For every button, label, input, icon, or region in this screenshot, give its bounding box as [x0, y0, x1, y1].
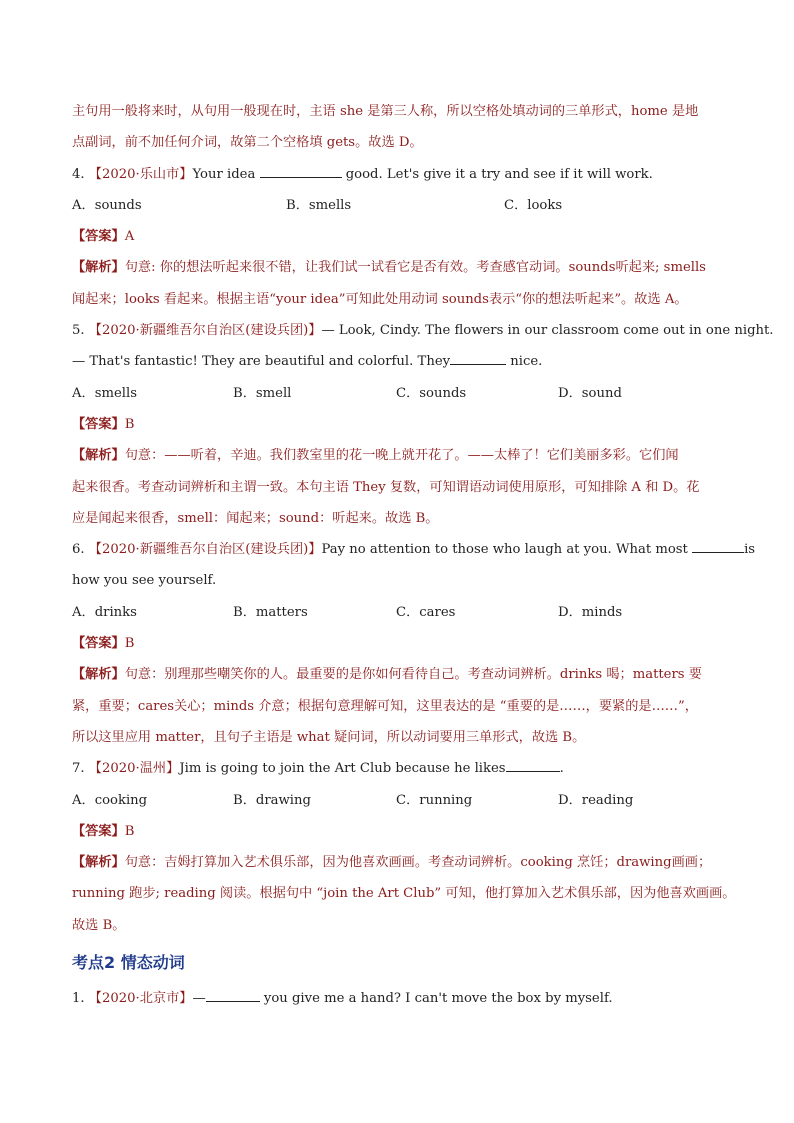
question-7-options [72, 785, 722, 816]
question-5-options [72, 378, 722, 409]
answer-blank [260, 165, 342, 178]
question-5-stem-2 [72, 346, 722, 377]
option-d: D．sound [558, 385, 622, 401]
question-number: 4. [72, 166, 85, 182]
option-c: C．running [396, 792, 473, 808]
question-4-stem [72, 159, 722, 190]
option-b: B．smells [286, 197, 352, 213]
stem-text: — Look, Cindy. The flowers in our classroom come out in one night. [321, 323, 774, 339]
answer-value: A [124, 229, 135, 245]
answer-blank [206, 989, 260, 1002]
question-6-stem-2: how you see yourself. [72, 573, 217, 589]
question-6-stem [72, 534, 756, 565]
question-number: 5. [72, 323, 85, 339]
document-page [72, 96, 774, 1014]
option-c: C．cares [396, 604, 456, 620]
option-b: B．smell [233, 385, 292, 401]
option-d: D．reading [558, 792, 634, 808]
intro-line-1: 主句用一般将来时，从句用一般现在时，主语 she 是第三人称，所以空格处填动词的三单形式，home 是地 [72, 104, 699, 119]
analysis-label: 【解析】 [72, 667, 125, 683]
stem-text: you give me a hand? I can't move the box by myself. [263, 991, 613, 1007]
question-6-analysis-2: 紧，重要；cares关心；minds 介意；根据句意理解可知，这里表达的是 “重要的是……，要紧的是……”， [72, 698, 698, 714]
option-a: A．cooking [72, 792, 148, 808]
question-7-analysis-1 [72, 847, 722, 878]
option-a: A．drinks [72, 604, 137, 620]
section-2-question-1-stem [72, 983, 722, 1014]
question-7-analysis-2: running 跑步; reading 阅读。根据句中 “join the Art Club” 可知，他打算加入艺术俱乐部，因为他喜欢画画。 [72, 886, 736, 902]
answer-value: B [124, 416, 135, 432]
analysis-text: 句意：别理那些嘲笑你的人。最重要的是你如何看待自己。考查动词辨析。drinks 喝；matters 要 [124, 667, 702, 683]
question-source: 【2020·新疆维吾尔自治区(建设兵团)】 [88, 323, 322, 339]
analysis-text: 句意：吉姆打算加入艺术俱乐部，因为他喜欢画画。考查动词辨析。cooking 烹饪；drawing画画； [124, 855, 712, 871]
answer-label: 【答案】 [72, 823, 125, 839]
answer-blank [692, 540, 744, 553]
question-number: 1. [72, 991, 85, 1007]
question-5-analysis-1 [72, 440, 722, 471]
question-6-options [72, 597, 722, 628]
question-6-answer [72, 628, 722, 659]
question-5-analysis-3: 应是闻起来很香，smell：闻起来；sound：听起来。故选 B。 [72, 510, 439, 526]
stem-text: Your idea [192, 166, 256, 182]
question-number: 6. [72, 542, 85, 558]
answer-value: B [124, 823, 135, 839]
question-5-analysis-2: 起来很香。考查动词辨析和主谓一致。本句主语 They 复数，可知谓语动词使用原形，可知排除 A 和 D。花 [72, 479, 700, 495]
answer-blank [506, 759, 560, 772]
question-4-answer [72, 221, 722, 252]
analysis-label: 【解析】 [72, 448, 125, 464]
question-6-analysis-3: 所以这里应用 matter，且句子主语是 what 疑问词，所以动词要用三单形式，故选 B。 [72, 729, 586, 745]
stem-text: is [744, 542, 756, 558]
question-source: 【2020·温州】 [88, 761, 180, 777]
stem-text: Pay no attention to those who laugh at you. What most [321, 542, 688, 558]
stem-text: Jim is going to join the Art Club because he likes [179, 761, 506, 777]
analysis-label: 【解析】 [72, 260, 125, 276]
question-7-analysis-3: 故选 B。 [72, 917, 126, 933]
question-6-analysis-1 [72, 659, 722, 690]
question-source: 【2020·新疆维吾尔自治区(建设兵团)】 [88, 542, 322, 558]
option-b: B．drawing [233, 792, 311, 808]
section-heading: 考点2 情态动词 [72, 953, 185, 973]
intro-line-2: 点副词，前不加任何介词，故第二个空格填 gets。故选 D。 [72, 135, 423, 151]
option-a: A．smells [72, 385, 137, 401]
stem-text: — [192, 991, 206, 1007]
question-7-stem [72, 753, 722, 784]
question-5-stem [72, 315, 774, 346]
question-4-analysis-1 [72, 252, 722, 283]
question-5-answer [72, 409, 722, 440]
question-number: 7. [72, 761, 85, 777]
stem-text: nice. [510, 354, 543, 370]
option-c: C．sounds [396, 385, 467, 401]
option-b: B．matters [233, 604, 308, 620]
answer-label: 【答案】 [72, 416, 125, 432]
answer-value: B [124, 636, 135, 652]
stem-text: . [559, 761, 564, 777]
option-c: C．looks [504, 197, 563, 213]
stem-text: — That's fantastic! They are beautiful and colorful. They [72, 354, 451, 370]
question-7-answer [72, 816, 722, 847]
question-4-analysis-2: 闻起来；looks 看起来。根据主语“your idea”可知此处用动词 sounds表示“你的想法听起来”。故选 A。 [72, 291, 688, 307]
answer-label: 【答案】 [72, 229, 125, 245]
answer-blank [450, 352, 506, 365]
option-d: D．minds [558, 604, 623, 620]
question-source: 【2020·乐山市】 [88, 166, 193, 182]
question-source: 【2020·北京市】 [88, 991, 193, 1007]
question-4-options [72, 190, 722, 221]
option-a: A．sounds [72, 197, 142, 213]
analysis-label: 【解析】 [72, 855, 125, 871]
analysis-text: 句意: 你的想法听起来很不错，让我们试一试看它是否有效。考查感官动词。sounds听起来; smells [124, 260, 706, 276]
analysis-text: 句意：——听着，辛迪。我们教室里的花一晚上就开花了。——太棒了！它们美丽多彩。它们闻 [124, 448, 679, 464]
answer-label: 【答案】 [72, 636, 125, 652]
stem-text: good. Let's give it a try and see if it will work. [345, 166, 653, 182]
